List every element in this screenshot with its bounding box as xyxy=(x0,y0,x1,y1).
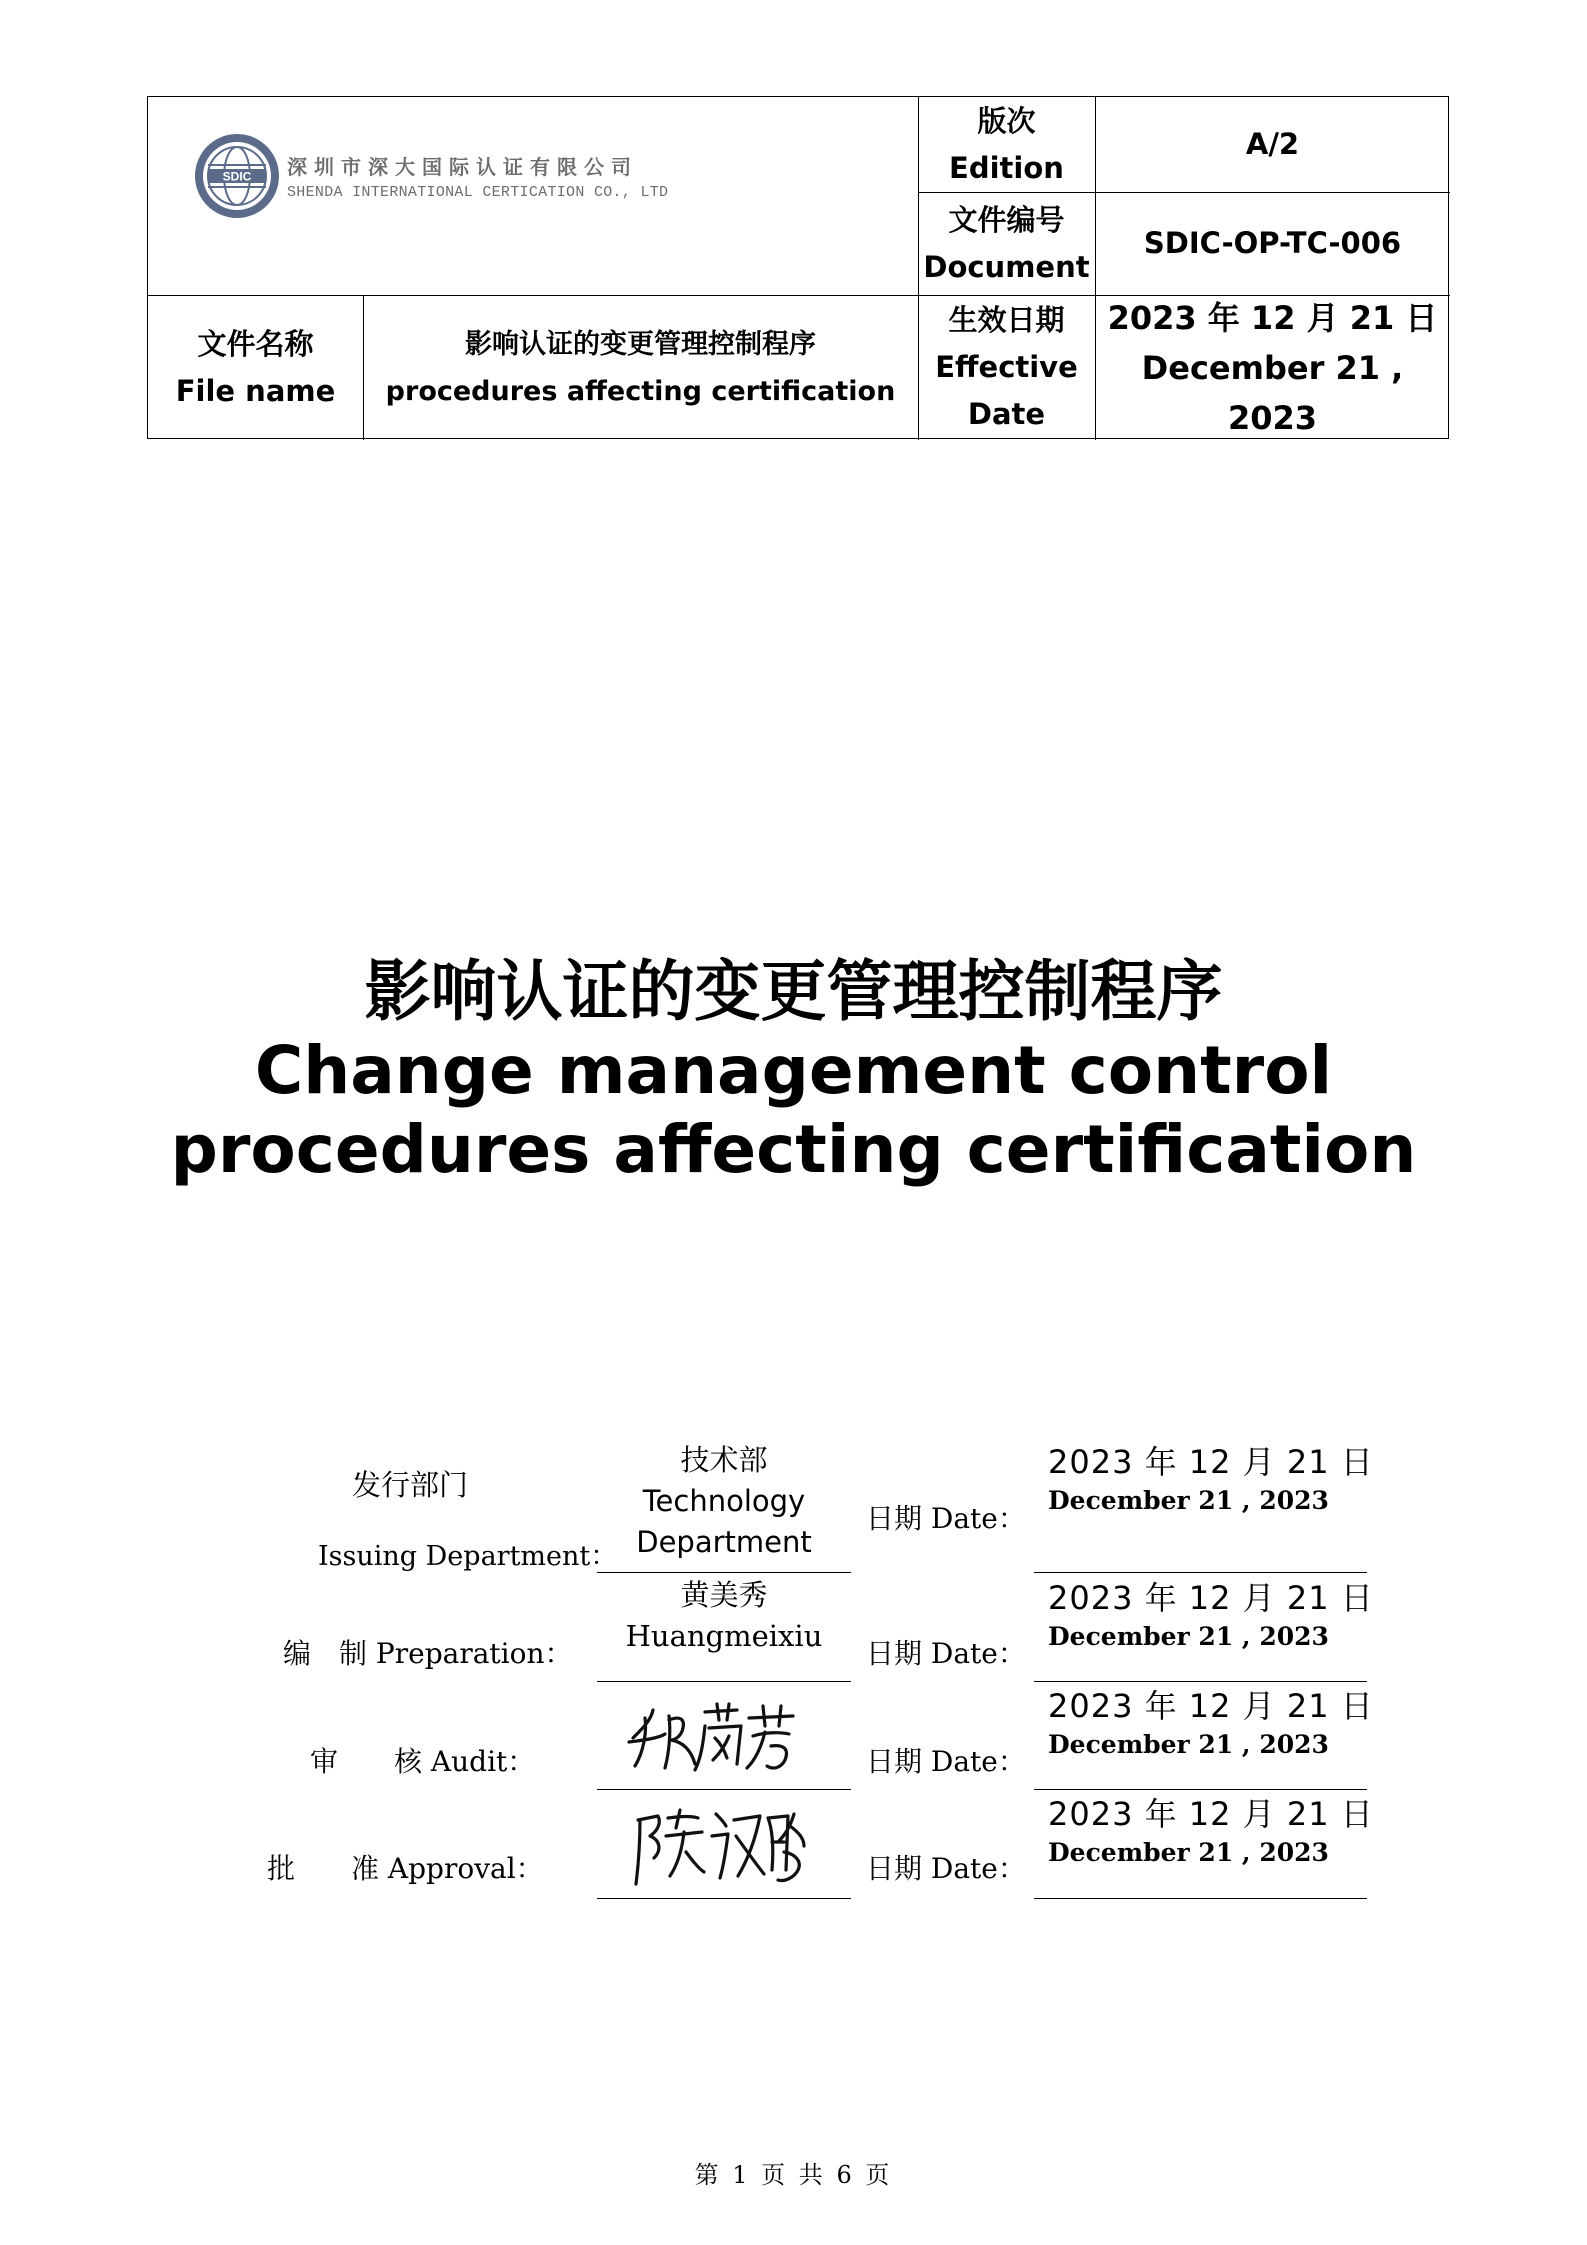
title-en-line-2: procedures affecting certification xyxy=(170,1111,1417,1188)
approval-underline xyxy=(597,1898,851,1899)
approval-date-label: 日期 Date： xyxy=(866,1852,1026,1885)
approval-signature-icon xyxy=(628,1806,808,1892)
document-title xyxy=(0,952,1587,1189)
approval-date-en: December 21 , 2023 xyxy=(1048,1838,1329,1867)
issuing-department-value: 技术部 Technology Department xyxy=(636,1443,812,1559)
file-name-label: 文件名称 File name xyxy=(175,326,336,408)
audit-date-label: 日期 Date： xyxy=(866,1745,1026,1778)
file-name-value: 影响认证的变更管理控制程序 procedures affecting certification xyxy=(385,328,896,407)
audit-date-cn: 2023 年 12 月 21 日 xyxy=(1048,1687,1374,1725)
preparation-value: 黄美秀 Huangmeixiu xyxy=(625,1578,823,1653)
company-logo-block xyxy=(193,132,668,220)
issuing-underline xyxy=(597,1572,851,1573)
logo-wordmark: SDIC xyxy=(222,169,252,184)
audit-underline xyxy=(597,1789,851,1790)
issuing-label-cn: 发行部门 xyxy=(352,1468,469,1502)
audit-signature-icon xyxy=(625,1698,800,1780)
issuing-label-en: Issuing Department： xyxy=(318,1541,618,1572)
preparation-label: 编 制 Preparation： xyxy=(283,1637,573,1670)
preparation-date-cn: 2023 年 12 月 21 日 xyxy=(1048,1579,1374,1617)
document-number-value: SDIC-OP-TC-006 xyxy=(1143,226,1402,260)
title-en-line-1: Change management control xyxy=(254,1032,1333,1109)
issuing-date-label: 日期 Date： xyxy=(866,1502,1026,1535)
approval-label: 批 准 Approval： xyxy=(267,1852,544,1885)
audit-label: 审 核 Audit： xyxy=(310,1745,536,1778)
issuing-date-en: December 21 , 2023 xyxy=(1048,1486,1329,1515)
effective-date-label: 生效日期 Effective Date xyxy=(935,303,1078,431)
edition-label: 版次 Edition xyxy=(949,103,1064,185)
company-name-cn: 深圳市深大国际认证有限公司 xyxy=(287,155,638,179)
sdic-logo-icon xyxy=(193,132,281,220)
preparation-date-label: 日期 Date： xyxy=(866,1637,1026,1670)
preparation-date-en: December 21 , 2023 xyxy=(1048,1622,1329,1651)
title-cn: 影响认证的变更管理控制程序 xyxy=(364,953,1223,1030)
document-header-table xyxy=(147,96,1449,439)
approval-date-cn: 2023 年 12 月 21 日 xyxy=(1048,1795,1374,1833)
preparation-underline xyxy=(597,1681,851,1682)
issuing-date-cn: 2023 年 12 月 21 日 xyxy=(1048,1443,1374,1481)
page-number: 第 1 页 共 6 页 xyxy=(694,2161,893,2189)
effective-date-value: 2023 年 12 月 21 日 December 21 , 2023 xyxy=(1107,298,1438,437)
company-name-en: SHENDA INTERNATIONAL CERTICATION CO., LTD xyxy=(287,184,669,201)
edition-value: A/2 xyxy=(1245,127,1300,161)
document-number-label: 文件编号 Document xyxy=(923,202,1090,284)
approval-date-underline xyxy=(1034,1898,1367,1899)
audit-date-en: December 21 , 2023 xyxy=(1048,1730,1329,1759)
